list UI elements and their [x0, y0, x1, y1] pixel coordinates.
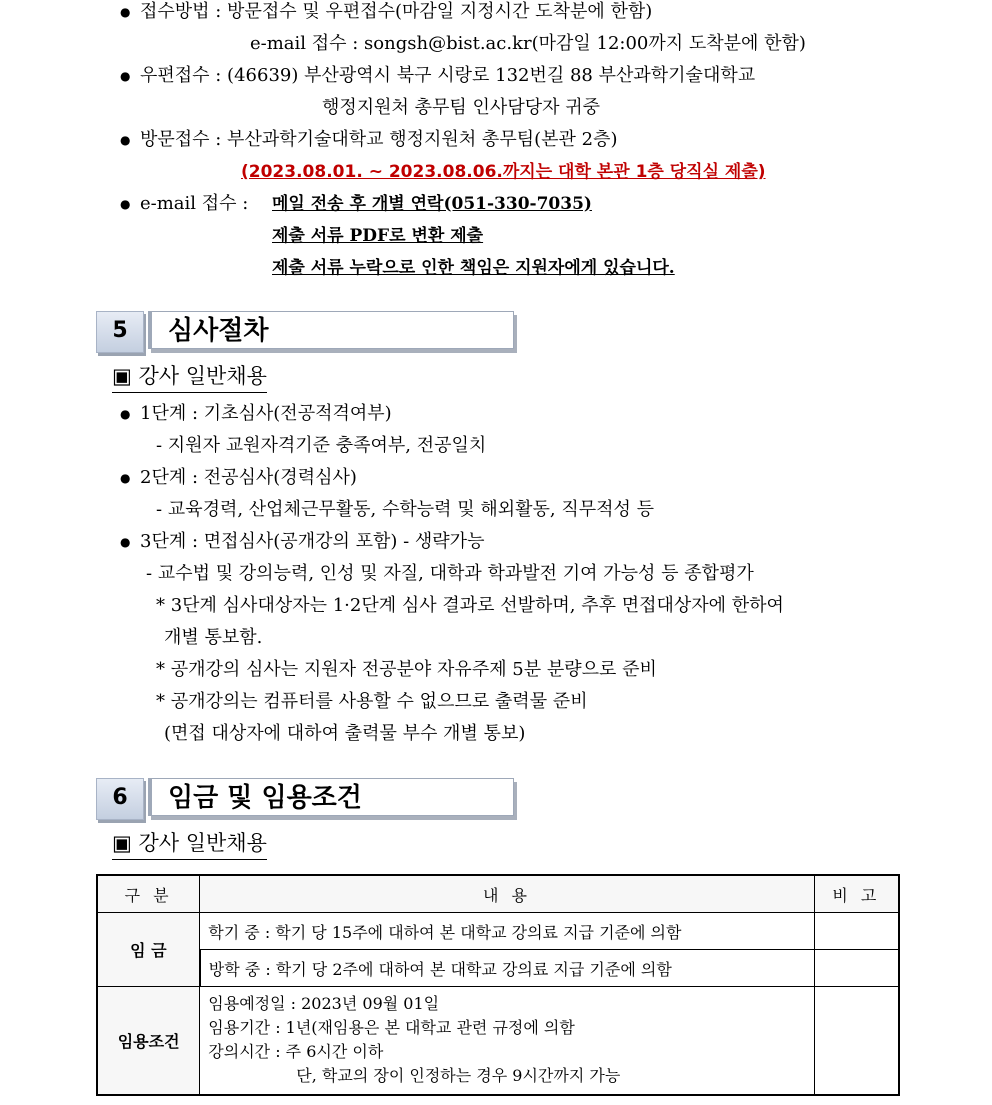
submission-email: e-mail 접수 : songsh@bist.ac.kr(마감일 12:00까지 도착분에 한함): [250, 33, 806, 54]
wage-semester: 학기 중 : 학기 당 15주에 대하여 본 대학교 강의료 지급 기준에 의함: [200, 913, 814, 950]
wage-conditions-table: [96, 874, 900, 1096]
bullet-icon: ●: [120, 133, 131, 147]
table-header-row: [97, 875, 899, 913]
step-1-detail: - 지원자 교원자격기준 충족여부, 전공일치: [156, 435, 487, 456]
bullet-icon: ●: [120, 69, 131, 83]
conditions-label: 임용조건: [97, 987, 200, 1095]
post-address-line1: 우편접수 : (46639) 부산광역시 북구 시랑로 132번길 88 부산과학기술대학교: [140, 65, 756, 86]
conditions-content: [200, 987, 814, 1095]
appointment-date: 임용예정일 : 2023년 09월 01일: [208, 994, 440, 1014]
email-prefix: e-mail 접수 :: [140, 193, 249, 214]
email-note-2: 제출 서류 PDF로 변환 제출: [272, 226, 484, 246]
note-3-cont: (면접 대상자에 대하여 출력물 부수 개별 통보): [164, 723, 526, 744]
section-number: 5: [96, 311, 144, 353]
bullet-icon: ●: [120, 407, 131, 421]
note-1: * 3단계 심사대상자는 1·2단계 심사 결과로 선발하며, 추후 면접대상자에 한하여: [156, 595, 784, 616]
table-row: [97, 950, 899, 987]
note-2: * 공개강의 심사는 지원자 전공분야 자유주제 5분 분량으로 준비: [156, 659, 657, 680]
remarks-cell: [814, 913, 899, 950]
section-title: 임금 및 임용조건: [148, 778, 514, 816]
step-3: 3단계 : 면접심사(공개강의 포함) - 생략가능: [140, 531, 485, 552]
section-title: 심사절차: [148, 311, 514, 349]
table-row: [97, 987, 899, 1095]
appointment-period: 임용기간 : 1년(재임용은 본 대학교 관련 규정에 의함: [208, 1018, 575, 1038]
email-note-3: 제출 서류 누락으로 인한 책임은 지원자에게 있습니다.: [272, 258, 675, 278]
step-2: 2단계 : 전공심사(경력심사): [140, 467, 357, 488]
email-note-1: 메일 전송 후 개별 연락(051-330-7035): [272, 194, 592, 214]
step-3-detail: - 교수법 및 강의능력, 인성 및 자질, 대학과 학과발전 기여 가능성 등 종합평가: [146, 563, 754, 584]
bullet-icon: ●: [120, 535, 131, 549]
section-number: 6: [96, 778, 144, 820]
header-category: 구 분: [97, 875, 200, 913]
bullet-icon: ●: [120, 5, 131, 19]
section-5-subhead: ▣ 강사 일반채용: [112, 362, 267, 393]
visit-submission: 방문접수 : 부산과학기술대학교 행정지원처 총무팀(본관 2층): [140, 129, 618, 150]
section-6-subhead: ▣ 강사 일반채용: [112, 829, 267, 860]
bullet-icon: ●: [120, 197, 131, 211]
remarks-cell: [814, 987, 899, 1095]
header-content: 내 용: [200, 875, 814, 913]
submission-method: 접수방법 : 방문접수 및 우편접수(마감일 지정시간 도착분에 한함): [140, 1, 653, 22]
lecture-hours-exception: 단, 학교의 장이 인정하는 경우 9시간까지 가능: [296, 1066, 621, 1086]
wage-label: 임 금: [97, 913, 200, 987]
step-2-detail: - 교육경력, 산업체근무활동, 수학능력 및 해외활동, 직무적성 등: [156, 499, 654, 520]
wage-vacation: 방학 중 : 학기 당 2주에 대하여 본 대학교 강의료 지급 기준에 의함: [200, 950, 814, 987]
remarks-cell: [814, 950, 899, 987]
header-remarks: 비 고: [814, 875, 899, 913]
post-address-line2: 행정지원처 총무팀 인사담당자 귀중: [322, 97, 600, 118]
visit-note: (2023.08.01. ~ 2023.08.06.까지는 대학 본관 1층 당직실 제출): [241, 162, 766, 182]
step-1: 1단계 : 기초심사(전공적격여부): [140, 403, 392, 424]
note-3: * 공개강의는 컴퓨터를 사용할 수 없으므로 출력물 준비: [156, 691, 588, 712]
bullet-icon: ●: [120, 471, 131, 485]
note-1-cont: 개별 통보함.: [164, 627, 263, 648]
table-row: [97, 913, 899, 950]
lecture-hours: 강의시간 : 주 6시간 이하: [208, 1042, 384, 1062]
